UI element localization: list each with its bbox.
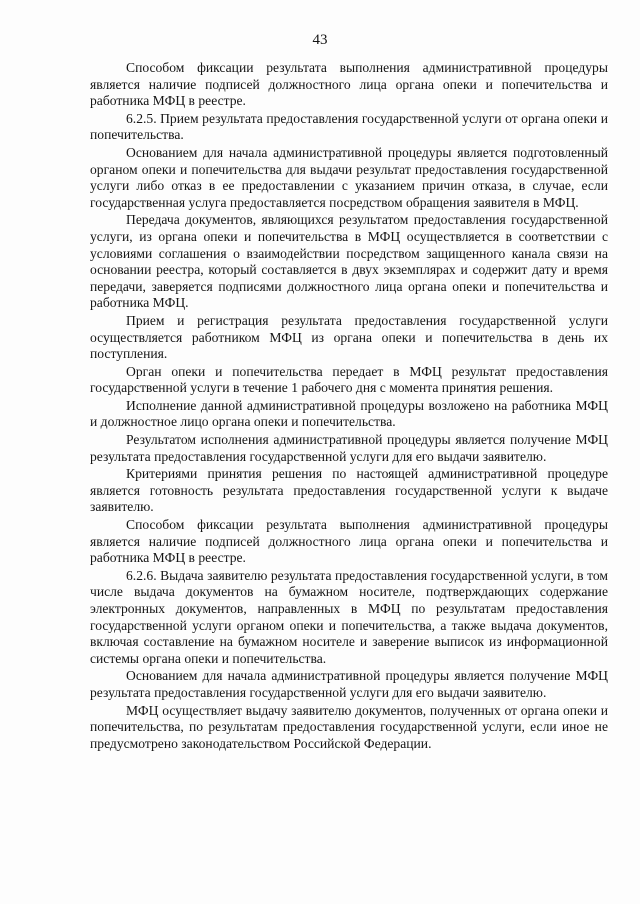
paragraph: Результатом исполнения административной процедуры является получение МФЦ результата предоставления государственной услуги для его выдачи заявителю. xyxy=(90,432,608,464)
paragraph: Исполнение данной административной процедуры возложено на работника МФЦ и должностное лицо органа опеки и попечительства. xyxy=(90,397,608,430)
paragraph: Критериями принятия решения по настоящей административной процедуре является готовность результата предоставления государственной услуги к выдаче заявителю. xyxy=(90,466,608,515)
paragraph: Основанием для начала административной процедуры является подготовленный органом опеки и попечительства для выдачи результат предоставления государственной услуги либо отказ в ее предоставлении с указанием причин отказа, в случае, если государственная услуга предоставляется посредством обращения заявителя в МФЦ. xyxy=(90,144,608,210)
paragraph: Передача документов, являющихся результатом предоставления государственной услуги, из органа опеки и попечительства в МФЦ осуществляется в соответствии с условиями соглашения о взаимодействии посредством защищенного канала связи на основании реестра, который составляется в двух экземплярах и содержит дату и время передачи, заверяется подписями должностного лица органа опеки и попечительства и работника МФЦ. xyxy=(90,212,608,311)
page-number: 43 xyxy=(312,32,328,48)
paragraph-section-heading: 6.2.5. Прием результата предоставления государственной услуги от органа опеки и попечительства. xyxy=(90,110,608,143)
paragraph-section-heading: 6.2.6. Выдача заявителю результата предоставления государственной услуги, в том числе выдача документов на бумажном носителе, подтверждающих содержание электронных документов, направленных в МФЦ по результатам предоставления государственной услуги органом опеки и попечительства, а также выдача документов, включая составление на бумажном носителе и заверение выписок из информационной системы органа опеки и попечительства. xyxy=(90,567,608,666)
document-body xyxy=(90,60,608,753)
paragraph: Орган опеки и попечительства передает в МФЦ результат предоставления государственной услуги в течение 1 рабочего дня с момента принятия решения. xyxy=(90,363,608,396)
paragraph: Основанием для начала административной процедуры является получение МФЦ результата предоставления государственной услуги для его выдачи заявителю. xyxy=(90,668,608,700)
paragraph: Способом фиксации результата выполнения административной процедуры является наличие подписей должностного лица органа опеки и попечительства и работника МФЦ в реестре. xyxy=(90,517,608,566)
paragraph: МФЦ осуществляет выдачу заявителю документов, полученных от органа опеки и попечительства, по результатам предоставления государственной услуги, если иное не предусмотрено законодательством Российской Федерации. xyxy=(90,702,608,751)
paragraph: Прием и регистрация результата предоставления государственной услуги осуществляется работником МФЦ из органа опеки и попечительства в день их поступления. xyxy=(90,312,608,362)
paragraph: Способом фиксации результата выполнения административной процедуры является наличие подписей должностного лица органа опеки и попечительства и работника МФЦ в реестре. xyxy=(90,60,608,109)
